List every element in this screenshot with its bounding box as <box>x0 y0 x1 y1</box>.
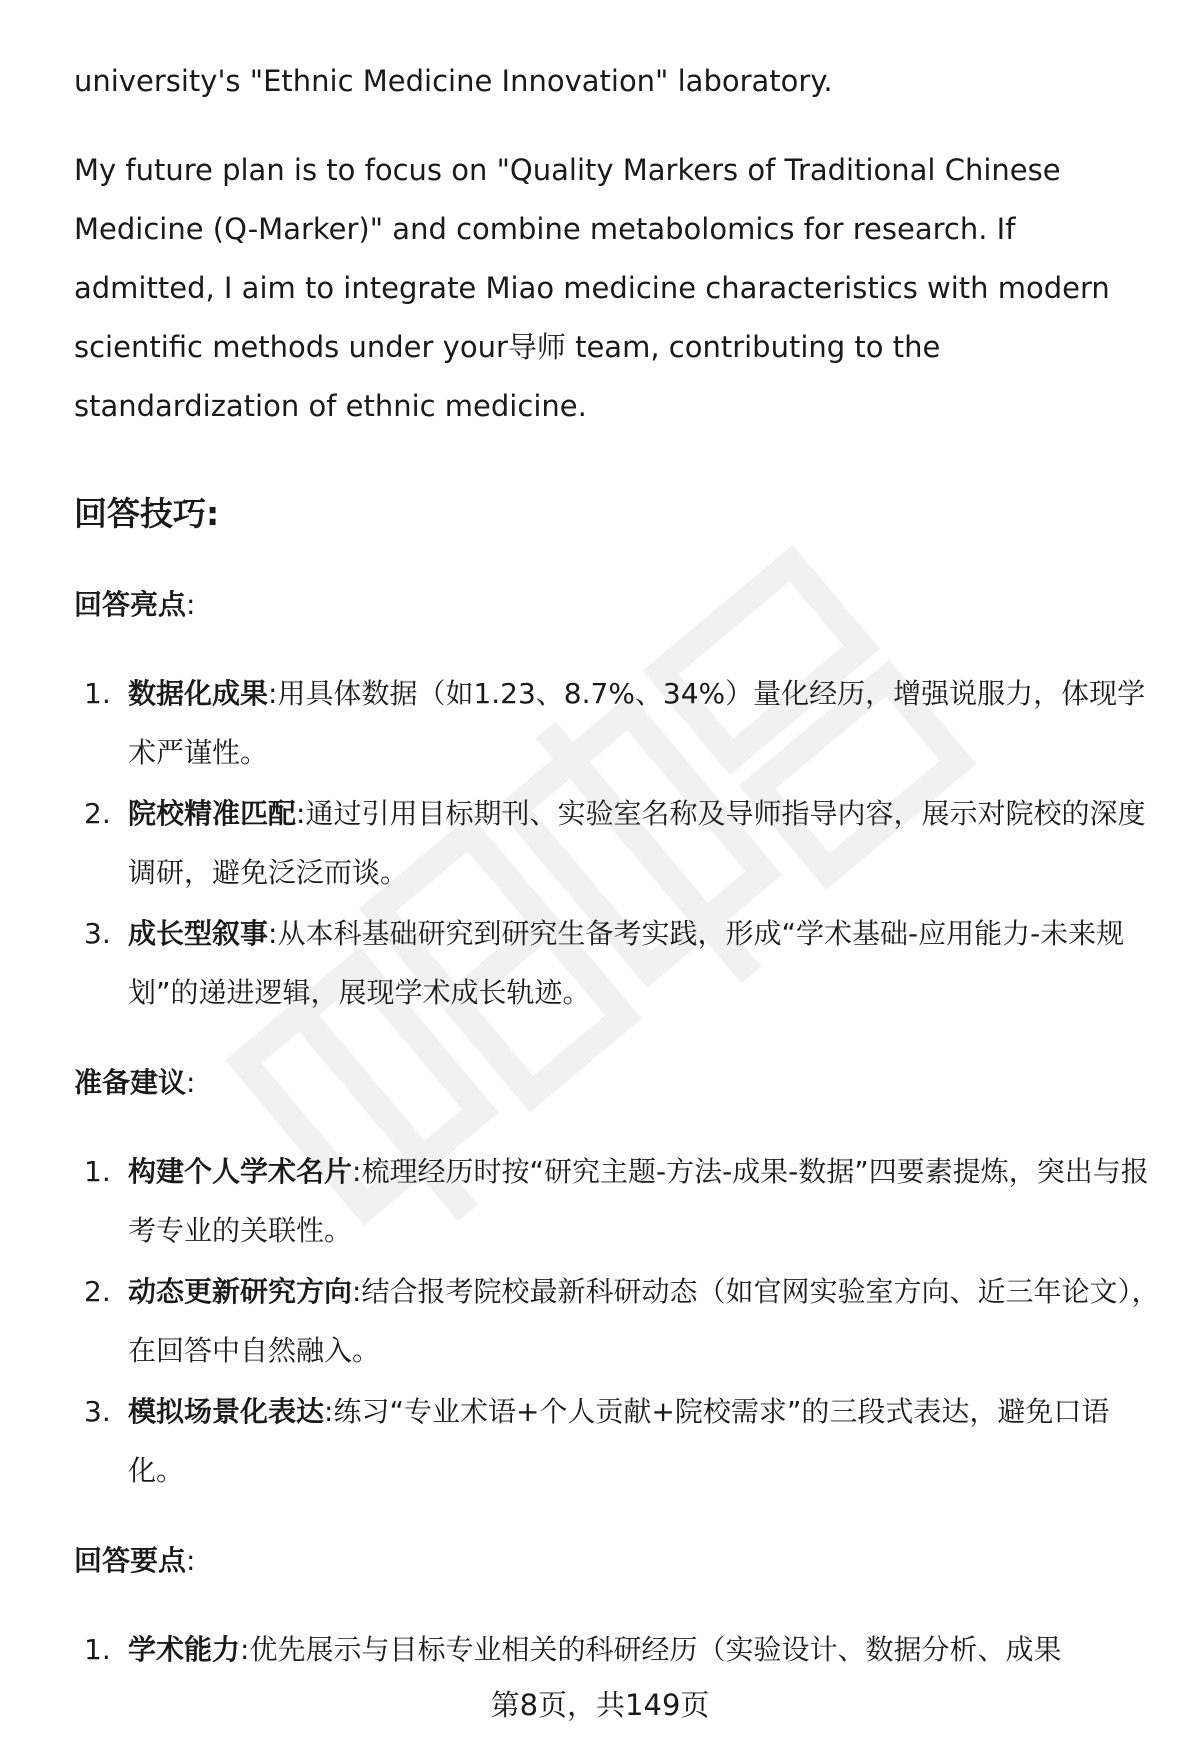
list-item <box>74 1620 1164 1679</box>
list-text: 结合报考院校最新科研动态（如官网实验室方向、近三年论文），在回答中自然融入。 <box>128 1275 1160 1367</box>
list-text: 梳理经历时按“研究主题-方法-成果-数据”四要素提炼，突出与报考专业的关联性。 <box>128 1155 1149 1247</box>
list-item <box>74 1142 1164 1260</box>
suggestions-heading-text: 准备建议 <box>74 1066 187 1099</box>
list-item <box>74 784 1164 902</box>
list-term: 成长型叙事 <box>128 917 269 950</box>
list-text: 优先展示与目标专业相关的科研经历（实验设计、数据分析、成果 <box>249 1633 1062 1666</box>
intro-line: university's "Ethnic Medicine Innovation" laboratory. <box>74 64 833 98</box>
list-separator: : <box>352 1275 362 1308</box>
section-title: 回答技巧: <box>74 494 220 533</box>
list-item <box>74 1382 1164 1500</box>
highlights-heading-colon: : <box>186 588 196 621</box>
highlights-heading <box>74 580 1164 630</box>
list-term: 动态更新研究方向 <box>128 1275 353 1308</box>
highlights-heading-text: 回答亮点 <box>74 588 187 621</box>
list-separator: : <box>296 797 306 830</box>
list-number: 1. <box>84 677 111 710</box>
list-separator: : <box>268 917 278 950</box>
list-number: 2. <box>84 1275 111 1308</box>
list-term: 学术能力 <box>128 1633 241 1666</box>
list-number: 3. <box>84 1395 111 1428</box>
list-separator: : <box>268 677 278 710</box>
list-separator: : <box>324 1395 334 1428</box>
list-item <box>74 1262 1164 1380</box>
list-separator: : <box>240 1633 250 1666</box>
list-number: 3. <box>84 917 111 950</box>
keypoints-heading-text: 回答要点 <box>74 1544 187 1577</box>
list-separator: : <box>352 1155 362 1188</box>
intro-paragraph: My future plan is to focus on "Quality Markers of Traditional Chinese Medicine (Q-Marker)" and combine metabolomics for research. If admitted, I aim to integrate Miao medicine characteristics with modern scientific methods under your导师 team, contributing to the standardization of ethnic medicine. <box>74 153 1110 423</box>
list-text: 从本科基础研究到研究生备考实践，形成“学术基础-应用能力-未来规划”的递进逻辑，展现学术成长轨迹。 <box>128 917 1125 1009</box>
list-number: 2. <box>84 797 111 830</box>
list-term: 院校精准匹配 <box>128 797 297 830</box>
keypoints-list <box>74 1620 1164 1679</box>
suggestions-list <box>74 1142 1164 1500</box>
keypoints-heading-colon: : <box>186 1544 196 1577</box>
list-item <box>74 904 1164 1022</box>
list-term: 数据化成果 <box>128 677 269 710</box>
page-footer: 第8页，共149页 <box>490 1688 710 1722</box>
list-item <box>74 664 1164 782</box>
list-number: 1. <box>84 1155 111 1188</box>
list-text: 练习“专业术语+个人贡献+院校需求”的三段式表达，避免口语化。 <box>128 1395 1110 1487</box>
list-text: 通过引用目标期刊、实验室名称及导师指导内容，展示对院校的深度调研，避免泛泛而谈。 <box>128 797 1146 889</box>
list-term: 构建个人学术名片 <box>128 1155 353 1188</box>
list-term: 模拟场景化表达 <box>128 1395 325 1428</box>
highlights-list <box>74 664 1164 1022</box>
keypoints-heading <box>74 1536 1164 1586</box>
suggestions-heading-colon: : <box>186 1066 196 1099</box>
list-number: 1. <box>84 1633 111 1666</box>
document-body <box>74 52 1164 1681</box>
suggestions-heading <box>74 1058 1164 1108</box>
list-text: 用具体数据（如1.23、8.7%、34%）量化经历，增强说服力，体现学术严谨性。 <box>128 677 1146 769</box>
